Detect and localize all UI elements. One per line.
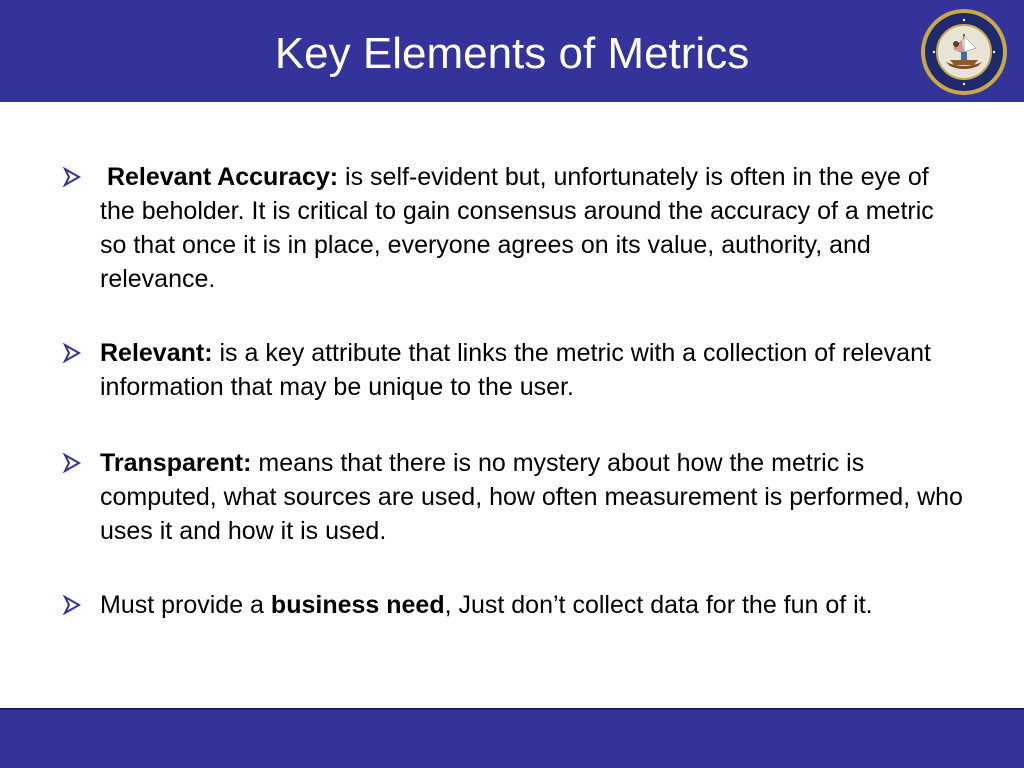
bullet-text: means that there is no mystery about how the metric is computed, what sources are used, how often measurement is performed, who uses it and how it is used. — [100, 449, 963, 545]
bullet-text: is self-evident but, unfortunately is often in the eye of the beholder. It is critical to gain consensus around the accuracy of a metric so that once it is in place, everyone agrees on its value, authority, and relevance. — [100, 163, 934, 293]
bullet-text: is a key attribute that links the metric with a collection of relevant information that may be unique to the user. — [100, 339, 931, 401]
bullet-relevant — [60, 336, 965, 404]
bullet-list — [60, 160, 965, 622]
arrow-bullet-icon — [62, 595, 82, 615]
bullet-lead: Relevant: — [100, 339, 213, 367]
arrow-bullet-icon — [62, 167, 82, 187]
slide-title: Key Elements of Metrics — [274, 29, 750, 78]
bullet-lead: business need — [270, 591, 445, 619]
arrow-bullet-icon — [62, 343, 82, 363]
bullet-relevant-accuracy — [60, 160, 965, 296]
footer-bar — [0, 708, 1024, 768]
arrow-bullet-icon — [62, 453, 82, 473]
bullet-business-need — [60, 588, 965, 622]
bullet-lead: Relevant Accuracy: — [106, 163, 339, 191]
bullet-text: , Just don’t collect data for the fun of it. — [444, 591, 873, 619]
header-bar — [0, 0, 1024, 102]
navy-seal-icon — [920, 8, 1008, 96]
bullet-pre: Must provide a — [100, 591, 271, 619]
bullet-transparent — [60, 446, 965, 548]
bullet-lead: Transparent: — [100, 449, 252, 477]
